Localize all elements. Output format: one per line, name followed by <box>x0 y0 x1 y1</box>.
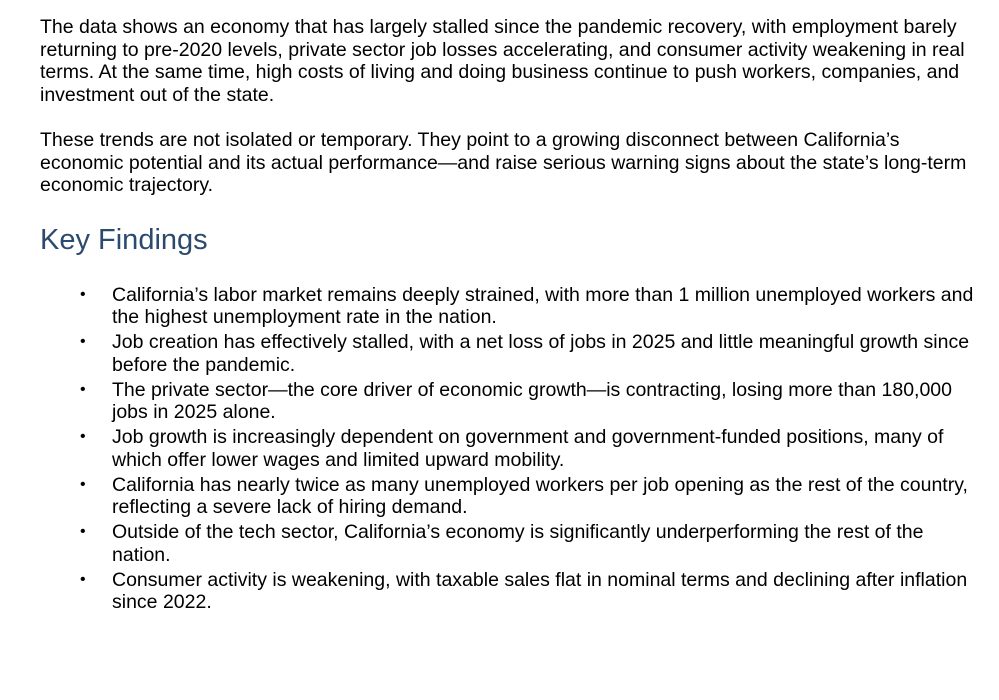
finding-text: California’s labor market remains deeply strained, with more than 1 million unemployed workers and the highest unemployment rate in the nation. <box>112 283 974 328</box>
finding-text: Consumer activity is weakening, with taxable sales flat in nominal terms and declining after inflation since 2022. <box>112 568 968 613</box>
finding-text: Outside of the tech sector, California’s economy is significantly underperforming the rest of the nation. <box>112 521 924 566</box>
finding-item <box>40 521 980 566</box>
intro-paragraph-1: The data shows an economy that has largely stalled since the pandemic recovery, with employment barely returning to pre-2020 levels, private sector job losses accelerating, and consumer activity weakening in real terms. At the same time, high costs of living and doing business continue to push workers, companies, and investment out of the state. <box>40 16 965 106</box>
bullet-icon: • <box>80 428 86 445</box>
finding-text: California has nearly twice as many unemployed workers per job opening as the rest of the country, reflecting a severe lack of hiring demand. <box>112 473 968 518</box>
finding-text: Job growth is increasingly dependent on government and government-funded positions, many of which offer lower wages and limited upward mobility. <box>112 426 944 471</box>
bullet-icon: • <box>80 333 86 350</box>
finding-text: Job creation has effectively stalled, with a net loss of jobs in 2025 and little meaningful growth since before the pandemic. <box>112 331 970 376</box>
key-findings-heading: Key Findings <box>40 223 208 256</box>
bullet-icon: • <box>80 285 86 303</box>
key-findings-list <box>40 284 980 614</box>
finding-item <box>40 569 980 614</box>
document-page <box>40 16 980 616</box>
bullet-icon: • <box>80 380 86 398</box>
finding-text: The private sector—the core driver of economic growth—is contracting, losing more than 180,000 jobs in 2025 alone. <box>112 378 952 423</box>
finding-item <box>40 426 980 471</box>
finding-item <box>40 474 980 519</box>
intro-paragraph-2: These trends are not isolated or temporary. They point to a growing disconnect between California’s economic potential and its actual performance—and raise serious warning signs about the state’s long-term economic trajectory. <box>40 129 967 196</box>
bullet-icon: • <box>80 570 86 588</box>
finding-item <box>40 331 980 376</box>
finding-item <box>40 284 980 329</box>
bullet-icon: • <box>80 523 86 540</box>
finding-item <box>40 379 980 424</box>
bullet-icon: • <box>80 475 86 493</box>
